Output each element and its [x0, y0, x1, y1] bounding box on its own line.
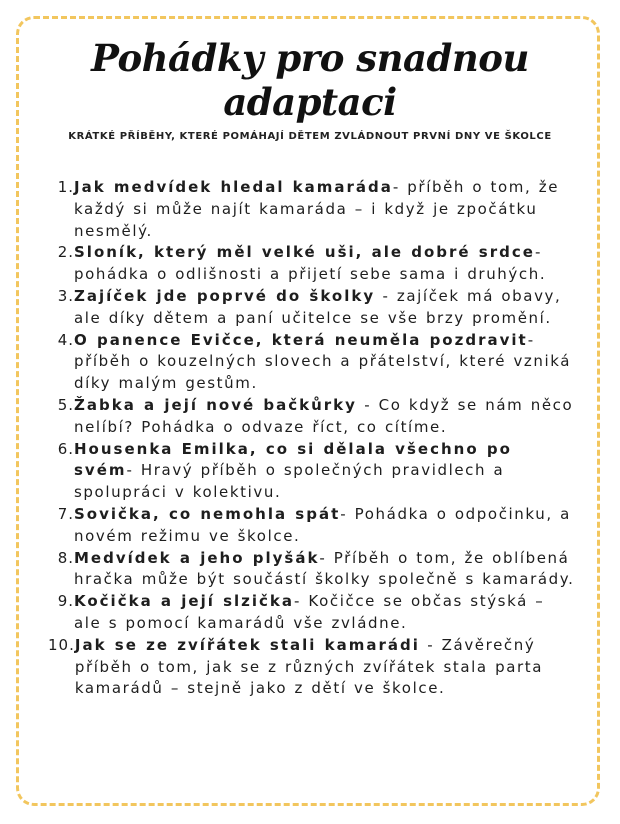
- item-description: - Pohádka o odpočinku, a novém režimu ve školce.: [74, 504, 571, 545]
- item-text: [74, 591, 576, 635]
- list-item: [48, 548, 576, 592]
- item-description: - Příběh o tom, že oblíbená hračka může být součástí školky společně s kamarády.: [74, 548, 575, 589]
- item-title: Jak se ze zvířátek stali kamarádi: [74, 635, 420, 654]
- item-number: 2.: [57, 243, 74, 262]
- item-number: 8.: [57, 548, 74, 567]
- item-title: Zajíček jde poprvé do školky: [74, 286, 376, 305]
- item-title: Jak medvídek hledal kamaráda: [74, 178, 393, 196]
- page-title: Pohádky pro snadnou adaptaci: [91, 36, 529, 124]
- item-text: [74, 177, 576, 242]
- list-item: [48, 330, 576, 395]
- list-item: [48, 177, 576, 242]
- item-description: - příběh o kouzelných slovech a přátelství, které vzniká díky malým gestům.: [74, 330, 572, 393]
- item-text: [74, 504, 576, 548]
- item-text: [74, 395, 576, 439]
- item-description: - zajíček má obavy, ale díky dětem a paní učitelce se vše brzy promění.: [74, 286, 562, 327]
- item-description: - Závěrečný příběh o tom, jak se z různých zvířátek stala parta kamarádů – stejně jako z dětí ve školce.: [74, 635, 544, 698]
- item-text: [75, 635, 576, 700]
- item-description: - pohádka o odlišnosti a přijetí sebe sama i druhých.: [74, 243, 547, 284]
- item-title: Housenka Emilka, co si dělala všechno po svém: [74, 439, 512, 480]
- item-title: Sloník, který měl velké uši, ale dobré srdce: [74, 243, 535, 262]
- story-list: [48, 177, 576, 700]
- item-description: - příběh o tom, že každý si může najít kamaráda – i když je zpočátku nesmělý.: [74, 178, 560, 240]
- list-item: [48, 635, 576, 700]
- item-number: 7.: [57, 504, 74, 523]
- item-text: [74, 439, 576, 504]
- item-text: [74, 286, 576, 330]
- list-item: [48, 504, 576, 548]
- item-text: [74, 242, 576, 286]
- item-description: - Hravý příběh o společných pravidlech a spolupráci v kolektivu.: [74, 461, 505, 502]
- item-number: 4.: [57, 330, 74, 349]
- list-item: [48, 286, 576, 330]
- list-item: [48, 439, 576, 504]
- item-title: O panence Evičce, která neuměla pozdravit: [74, 330, 528, 349]
- page-subtitle: KRÁTKÉ PŘÍBĚHY, KTERÉ POMÁHAJÍ DĚTEM ZVLÁDNOUT PRVNÍ DNY VE ŠKOLCE: [68, 131, 552, 142]
- item-description: - Kočičce se občas stýská – ale s pomocí kamarádů vše zvládne.: [74, 592, 545, 632]
- item-number: 1.: [57, 178, 74, 196]
- item-title: Sovička, co nemohla spát: [74, 504, 341, 523]
- item-number: 6.: [57, 439, 74, 458]
- item-text: [74, 330, 576, 395]
- item-title: Kočička a její slzička: [74, 592, 295, 611]
- item-number: 10.: [48, 635, 75, 654]
- item-title: Žabka a její nové bačkůrky: [74, 395, 357, 414]
- item-description: - Co když se nám něco nelíbí? Pohádka o odvaze říct, co cítíme.: [74, 395, 574, 436]
- item-number: 9.: [57, 592, 74, 611]
- item-text: [74, 548, 576, 592]
- item-number: 5.: [57, 395, 74, 414]
- list-item: [48, 242, 576, 286]
- item-number: 3.: [57, 286, 74, 305]
- list-item: [48, 395, 576, 439]
- item-title: Medvídek a jeho plyšák: [74, 548, 320, 567]
- list-item: [48, 591, 576, 635]
